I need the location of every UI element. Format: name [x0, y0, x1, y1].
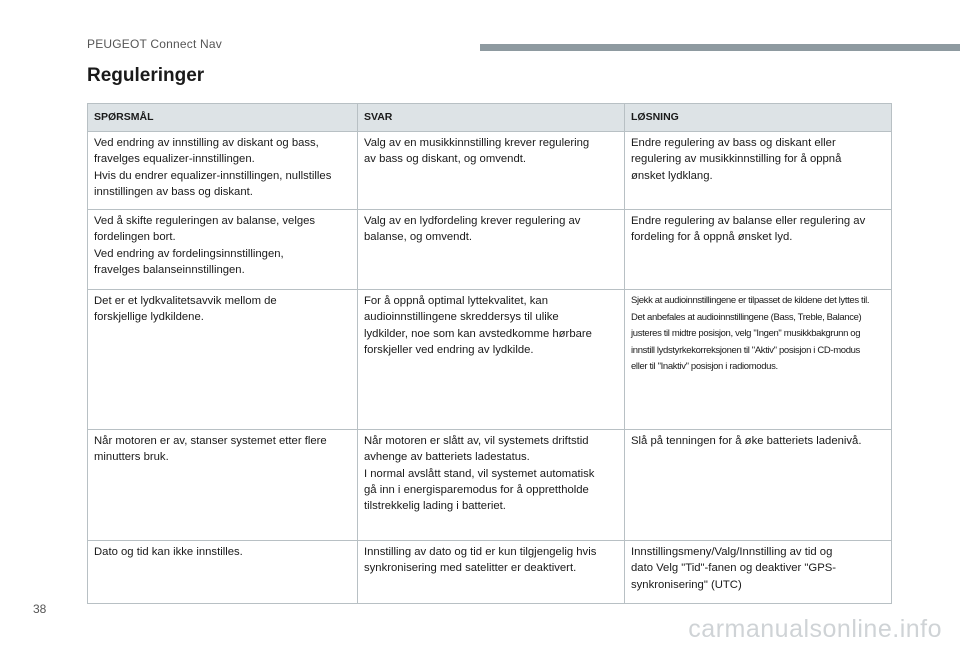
table-header-row: [88, 104, 892, 132]
column-header-solution: LØSNING: [625, 104, 892, 132]
table-row: [88, 541, 892, 604]
question-cell: Når motoren er av, stanser systemet etter flere minutters bruk.: [88, 430, 358, 541]
solution-cell: Innstillingsmeny/Valg/Innstilling av tid og dato Velg "Tid"-fanen og deaktiver "GPS- synkronisering" (UTC): [625, 541, 892, 604]
table-row: [88, 210, 892, 290]
answer-cell: Valg av en musikkinnstilling krever regulering av bass og diskant, og omvendt.: [358, 132, 625, 210]
table-row: [88, 290, 892, 430]
column-header-question: SPØRSMÅL: [88, 104, 358, 132]
answer-cell: Når motoren er slått av, vil systemets driftstid avhenge av batteriets ladestatus. I normal avslått stand, vil systemet automatisk gå inn i energisparemodus for å opprettholde tilstrekkelig lading i batteriet.: [358, 430, 625, 541]
question-cell: Det er et lydkvalitetsavvik mellom de forskjellige lydkildene.: [88, 290, 358, 430]
question-cell: Ved endring av innstilling av diskant og bass, fravelges equalizer-innstillingen. Hvis du endrer equalizer-innstillingen, nullstilles innstillingen av bass og diskant.: [88, 132, 358, 210]
page-number: 38: [33, 602, 47, 616]
table-row: [88, 132, 892, 210]
troubleshooting-table: [87, 103, 892, 604]
page-title: Reguleringer: [87, 65, 205, 86]
answer-cell: Valg av en lydfordeling krever regulering av balanse, og omvendt.: [358, 210, 625, 290]
question-cell: Ved å skifte reguleringen av balanse, velges fordelingen bort. Ved endring av fordelingsinnstillingen, fravelges balanseinnstillingen.: [88, 210, 358, 290]
solution-cell: Endre regulering av bass og diskant eller regulering av musikkinnstilling for å oppnå ønsket lydklang.: [625, 132, 892, 210]
table-row: [88, 430, 892, 541]
solution-cell: Slå på tenningen for å øke batteriets ladenivå.: [625, 430, 892, 541]
header-bar: [480, 44, 960, 51]
solution-cell: Sjekk at audioinnstillingene er tilpasset de kildene det lyttes til. Det anbefales at audioinnstillingene (Bass, Treble, Balance) justeres til midtre posisjon, velg "Ingen" musikkbakgrunn og innstill lydstyrkekorreksjonen til "Aktiv" posisjon i CD-modus eller til "Inaktiv" posisjon i radiomodus.: [625, 290, 892, 430]
answer-cell: Innstilling av dato og tid er kun tilgjengelig hvis synkronisering med satelitter er deaktivert.: [358, 541, 625, 604]
answer-cell: For å oppnå optimal lyttekvalitet, kan audioinnstillingene skreddersys til ulike lydkilder, noe som kan avstedkomme hørbare forskjeller ved endring av lydkilde.: [358, 290, 625, 430]
column-header-answer: SVAR: [358, 104, 625, 132]
solution-cell: Endre regulering av balanse eller regulering av fordeling for å oppnå ønsket lyd.: [625, 210, 892, 290]
question-cell: Dato og tid kan ikke innstilles.: [88, 541, 358, 604]
watermark-link[interactable]: carmanualsonline.info: [688, 615, 942, 643]
header-title: PEUGEOT Connect Nav: [87, 37, 222, 51]
